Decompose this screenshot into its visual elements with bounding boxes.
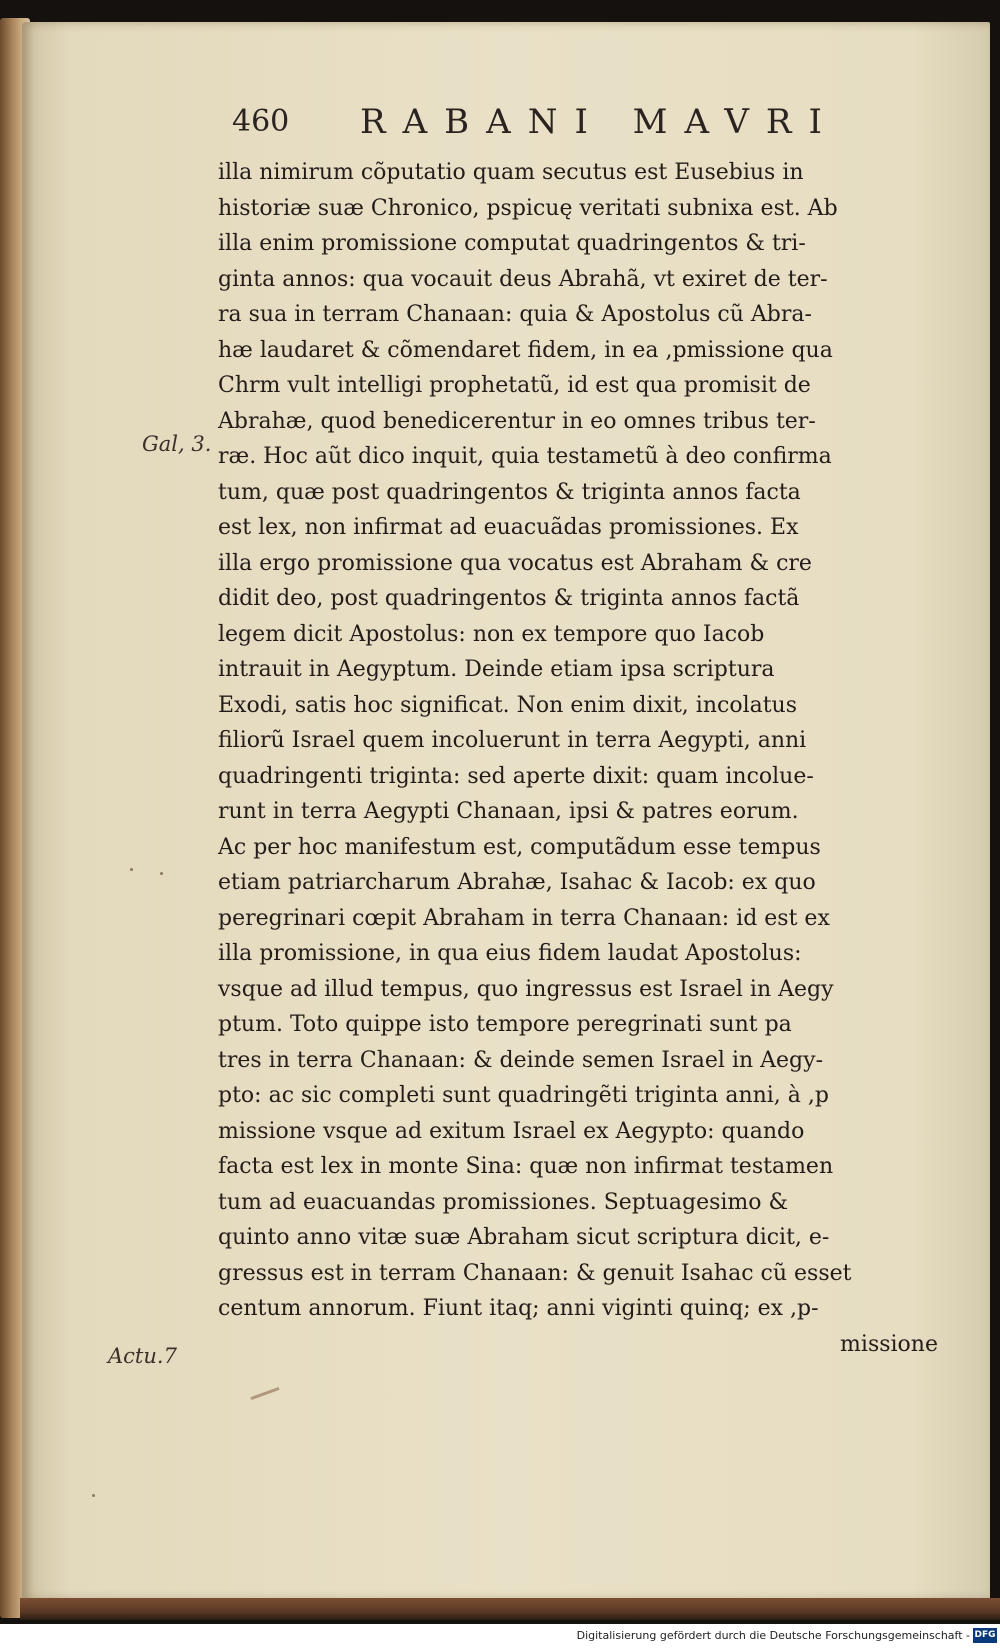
text-line: Chrm vult intelligi prophetatũ, id est qua promisit de [218,373,811,398]
text-line: ræ. Hoc aũt dico inquit, quia testametũ à deo confirma [218,444,832,469]
text-line: gressus est in terram Chanaan: & genuit Isahac cũ esset [218,1260,852,1286]
text-line: quinto anno vitæ suæ Abraham sicut scriptura dicit, e- [218,1225,830,1250]
text-line: illa enim promissione computat quadringentos & tri- [218,231,806,256]
page-header [232,100,872,144]
text-line: facta est lex in monte Sina: quæ non infirmat testamen [218,1154,834,1179]
text-line: legem dicit Apostolus: non ex tempore quo Iacob [218,621,765,647]
running-title: RABANI MAVRI [360,102,839,142]
page-number: 460 [232,104,290,139]
text-line: Exodi, satis hoc significat. Non enim dixit, incolatus [218,692,798,718]
margin-note-actu: Actu.7 [108,1344,177,1368]
text-line: quadringenti triginta: sed aperte dixit: quam incolue- [218,763,814,789]
text-line: pto: ac sic completi sunt quadringẽti triginta anni, à ,p [218,1083,829,1108]
text-line: filiorũ Israel quem incoluerunt in terra Aegypti, anni [218,728,807,753]
paper-speck [92,1494,95,1497]
text-line: vsque ad illud tempus, quo ingressus est Israel in Aegy [218,976,834,1002]
text-line: illa nimirum cõputatio quam secutus est Eusebius in [218,160,804,185]
text-line: tum, quæ post quadringentos & triginta annos facta [218,479,801,505]
text-line: Abrahæ, quod benedicerentur in eo omnes tribus ter- [218,408,816,434]
funding-credit: Digitalisierung gefördert durch die Deutsche Forschungsgemeinschaft - [576,1629,970,1642]
text-line: didit deo, post quadringentos & triginta annos factã [218,586,800,611]
text-line: Ac per hoc manifestum est, computãdum esse tempus [218,834,821,860]
text-line: ptum. Toto quippe isto tempore peregrinati sunt pa [218,1012,792,1037]
catchword: missione [840,1331,938,1357]
paper-speck [130,868,133,871]
text-line: runt in terra Aegypti Chanaan, ipsi & patres eorum. [218,799,799,824]
text-line: historiæ suæ Chronico, pspicuę veritati subnixa est. Ab [218,195,838,221]
text-line: tres in terra Chanaan: & deinde semen Israel in Aegy- [218,1047,823,1073]
margin-note-gal: Gal, 3. [142,432,212,456]
paper-speck [160,872,163,875]
text-line: ginta annos: qua vocauit deus Abrahã, vt exiret de ter- [218,266,828,292]
text-line: missione vsque ad exitum Israel ex Aegypto: quando [218,1118,805,1144]
text-line: intrauit in Aegyptum. Deinde etiam ipsa scriptura [218,657,775,682]
text-line: ra sua in terram Chanaan: quia & Apostolus cũ Abra- [218,302,812,327]
text-line: tum ad euacuandas promissiones. Septuagesimo & [218,1189,789,1215]
text-line: centum annorum. Fiunt itaq; anni viginti quinq; ex ,p- [218,1296,819,1321]
book-bottom-edge [20,1598,1000,1620]
text-line: hæ laudaret & cõmendaret fidem, in ea ,pmissione qua [218,337,833,363]
text-line: peregrinari cœpit Abraham in terra Chanaan: id est ex [218,905,830,931]
text-line: est lex, non infirmat ad euacuãdas promissiones. Ex [218,515,799,540]
text-line: etiam patriarcharum Abrahæ, Isahac & Iacob: ex quo [218,870,816,895]
text-line: illa promissione, in qua eius fidem laudat Apostolus: [218,941,802,966]
text-line: illa ergo promissione qua vocatus est Abraham & cre [218,550,812,576]
dfg-logo: DFG [973,1628,997,1643]
body-text [218,155,958,1362]
